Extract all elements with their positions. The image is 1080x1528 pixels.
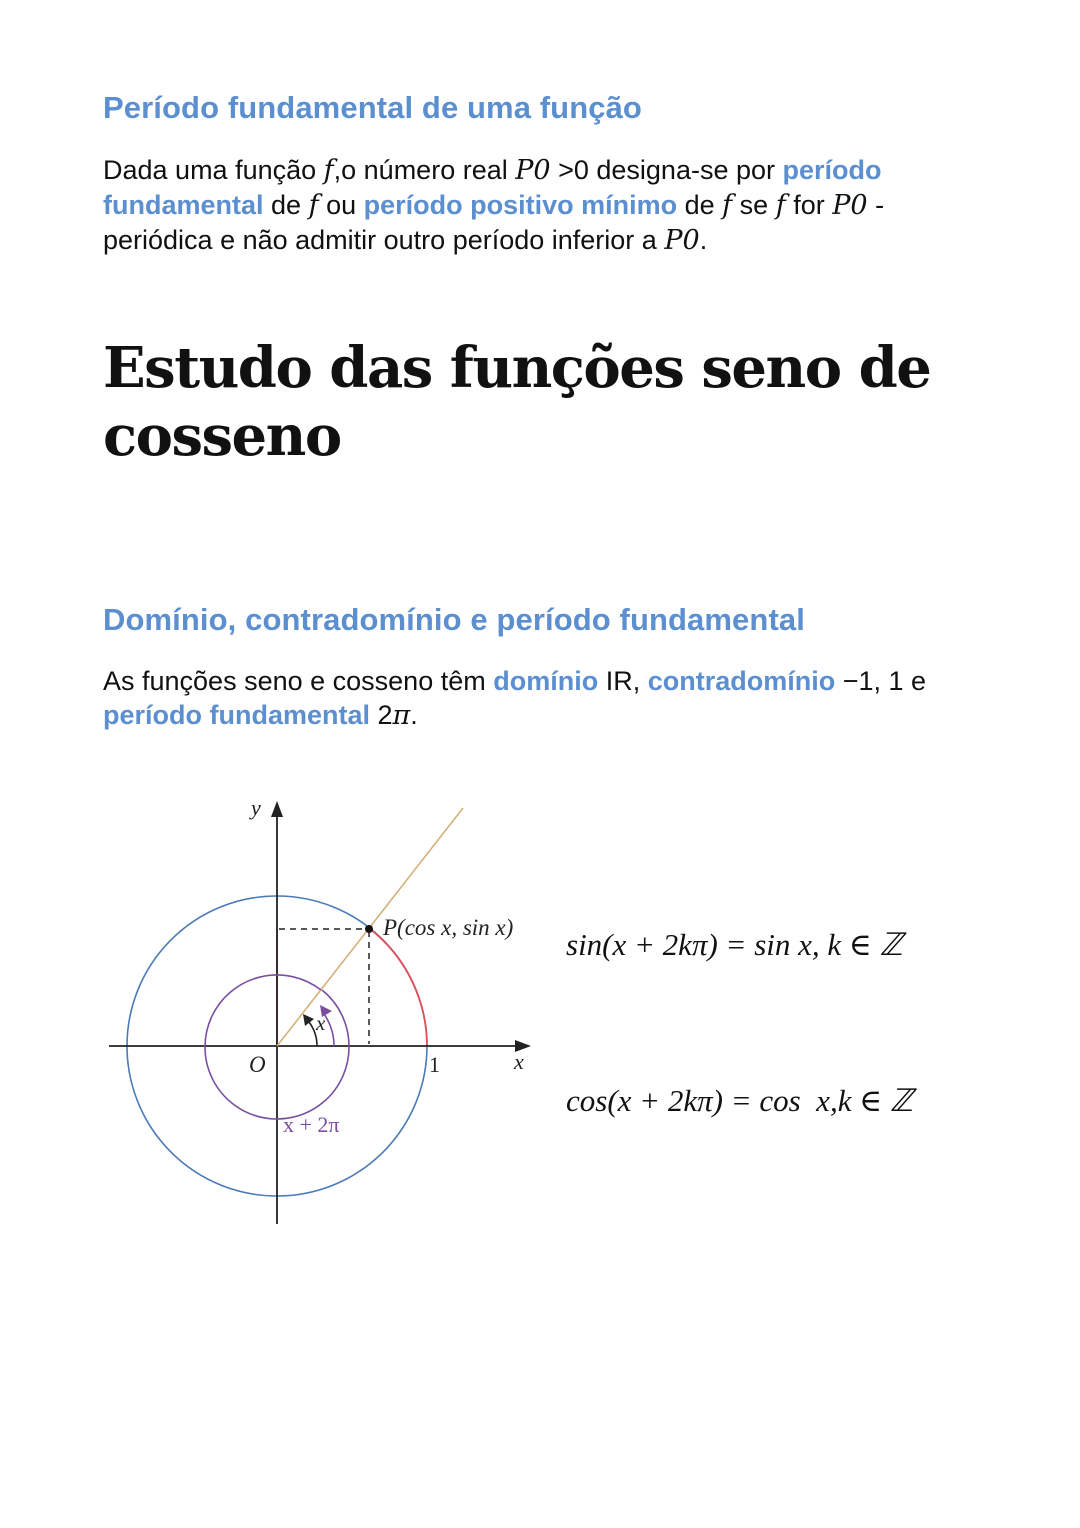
point-p bbox=[365, 925, 373, 933]
page-title: Estudo das funções seno de cosseno bbox=[103, 335, 931, 469]
section-heading-dominio: Domínio, contradomínio e período fundamental bbox=[103, 602, 805, 637]
cosine-arc bbox=[369, 928, 427, 1046]
y-axis-label: y bbox=[251, 795, 261, 820]
sine-periodicity-equation: sin(x + 2kπ) = sin x, k ∈ ℤ bbox=[566, 927, 903, 962]
y-axis-arrow-icon bbox=[271, 801, 283, 817]
cosine-periodicity-equation: cos(x + 2kπ) = cos x,k ∈ ℤ bbox=[566, 1083, 913, 1118]
section-heading-periodo-fundamental: Período fundamental de uma função bbox=[103, 90, 642, 125]
origin-label: O bbox=[249, 1052, 266, 1077]
term-periodo-fundamental: período fundamental bbox=[103, 700, 371, 730]
definition-line-1: Dada uma função f,o número real P0 >0 designa-se por período bbox=[103, 155, 882, 186]
term-contradominio: contradomínio bbox=[647, 666, 836, 696]
x-axis-label: x bbox=[514, 1049, 524, 1074]
term-periodo: período bbox=[782, 155, 882, 185]
black-arrowhead-icon bbox=[303, 1014, 314, 1026]
point-p-label: P(cos x, sin x) bbox=[383, 915, 514, 940]
one-label: 1 bbox=[429, 1052, 440, 1077]
domain-line-1: As funções seno e cosseno têm domínio IR, contradomínio −1, 1 e bbox=[103, 666, 927, 696]
definition-line-2: fundamental de f ou período positivo mínimo de f se f for P0 - bbox=[103, 190, 885, 221]
definition-line-3: periódica e não admitir outro período inferior a P0. bbox=[103, 225, 708, 256]
term-fundamental: fundamental bbox=[103, 190, 264, 220]
term-periodo-positivo-minimo: período positivo mínimo bbox=[363, 190, 678, 220]
domain-line-2: período fundamental 2π. bbox=[103, 700, 418, 731]
term-dominio: domínio bbox=[493, 666, 599, 696]
angle-x-plus-2pi-inner-arc bbox=[324, 1014, 334, 1046]
angle-x-plus-2pi-label: x + 2π bbox=[283, 1112, 340, 1137]
angle-x-label: x bbox=[316, 1011, 326, 1035]
